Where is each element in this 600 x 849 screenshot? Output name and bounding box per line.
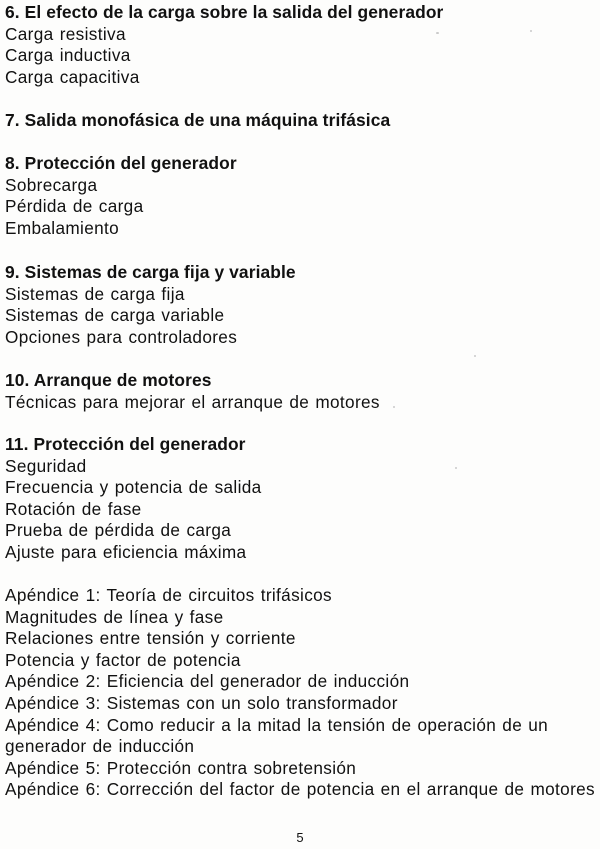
section-8 <box>5 153 237 239</box>
scan-speck <box>530 30 532 32</box>
appendix-item: Apéndice 5: Protección contra sobretensión <box>5 757 357 778</box>
section-heading: 10. Arranque de motores <box>5 370 212 390</box>
list-item: Prueba de pérdida de carga <box>5 520 232 541</box>
list-item: Carga inductiva <box>5 45 131 66</box>
appendix-item: Relaciones entre tensión y corriente <box>5 628 296 649</box>
section-heading: 9. Sistemas de carga fija y variable <box>5 262 296 282</box>
list-item: Carga resistiva <box>5 23 126 44</box>
scan-speck <box>474 355 476 357</box>
page-number: 5 <box>296 830 304 845</box>
section-heading: 8. Protección del generador <box>5 153 237 173</box>
list-item: Técnicas para mejorar el arranque de motores <box>5 391 380 412</box>
scan-speck <box>393 406 395 408</box>
list-item: Frecuencia y potencia de salida <box>5 477 262 498</box>
list-item: Rotación de fase <box>5 498 142 519</box>
section-6 <box>5 2 443 88</box>
appendix-item: Potencia y factor de potencia <box>5 649 241 670</box>
section-heading: 6. El efecto de la carga sobre la salida del generador <box>5 2 444 22</box>
appendix-item: Apéndice 1: Teoría de circuitos trifásicos <box>5 585 333 605</box>
scan-speck <box>455 467 457 469</box>
section-11 <box>5 434 262 564</box>
scan-speck <box>436 32 439 34</box>
appendix-list <box>5 585 595 801</box>
appendix-item: Magnitudes de línea y fase <box>5 606 224 627</box>
list-item: Opciones para controladores <box>5 326 238 347</box>
list-item: Pérdida de carga <box>5 196 144 217</box>
appendix-item: Apéndice 2: Eficiencia del generador de inducción <box>5 671 410 692</box>
appendix-item: Apéndice 6: Corrección del factor de potencia en el arranque de motores <box>5 779 596 800</box>
appendix-item: Apéndice 4: Como reducir a la mitad la tensión de operación de un generador de inducción <box>5 714 549 757</box>
list-item: Carga capacitiva <box>5 66 140 87</box>
list-item: Sistemas de carga fija <box>5 283 185 304</box>
section-heading: 11. Protección del generador <box>5 434 246 454</box>
section-9 <box>5 262 296 348</box>
list-item: Sobrecarga <box>5 174 98 195</box>
section-heading: 7. Salida monofásica de una máquina trifásica <box>5 110 391 130</box>
list-item: Seguridad <box>5 455 87 476</box>
section-7 <box>5 110 390 132</box>
list-item: Ajuste para eficiencia máxima <box>5 541 247 562</box>
appendix-item: Apéndice 3: Sistemas con un solo transformador <box>5 692 398 713</box>
list-item: Embalamiento <box>5 217 120 238</box>
list-item: Sistemas de carga variable <box>5 305 225 326</box>
section-10 <box>5 370 380 413</box>
